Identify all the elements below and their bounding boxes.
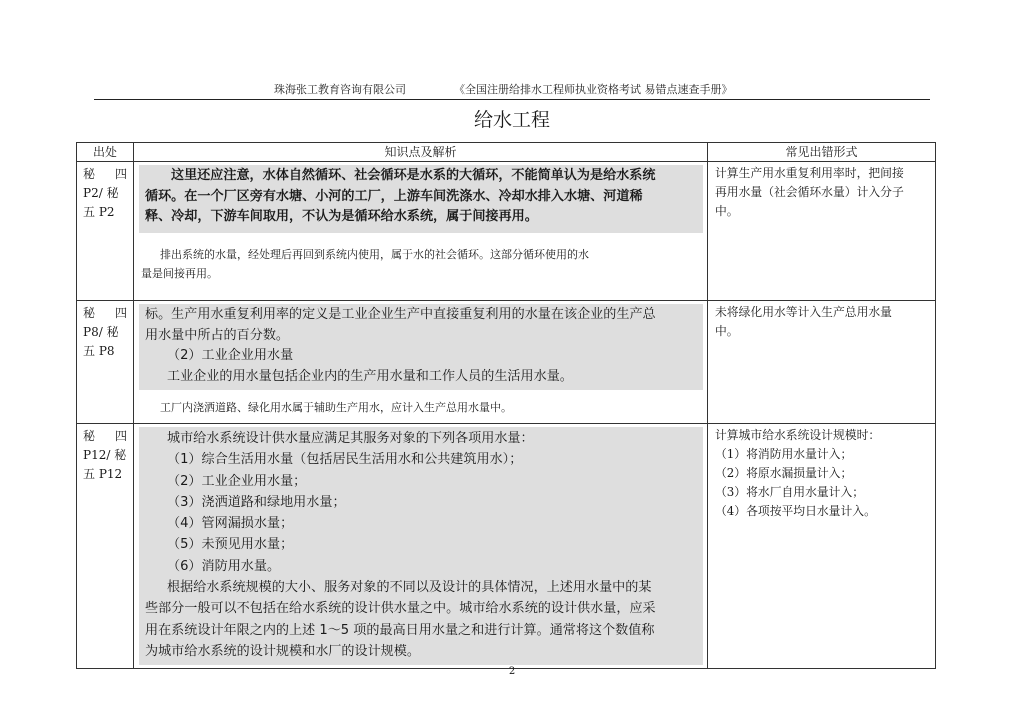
error-line: （1）将消防用水量计入； xyxy=(715,447,853,461)
excerpt-line: （5）未预见用水量； xyxy=(167,537,294,553)
source-text: 四 xyxy=(114,167,127,181)
excerpt-line: 释、冷却，下游车间取用，不认为是循环给水系统，属于间接再用。 xyxy=(145,209,538,224)
source-text: 秘 xyxy=(83,429,96,443)
column-header-errors: 常见出错形式 xyxy=(708,143,936,162)
table-row xyxy=(77,301,936,424)
knowledge-cell xyxy=(134,301,708,424)
excerpt-line: （1）综合生活用水量（包括居民生活用水和公共建筑用水）； xyxy=(167,452,523,468)
page-title: 给水工程 xyxy=(473,109,550,131)
company-name: 珠海张工教育咨询有限公司 xyxy=(274,83,406,96)
excerpt-line: 些部分一般可以不包括在给水系统的设计供水量之中。城市给水系统的设计供水量，应采 xyxy=(145,601,656,617)
excerpt-line: 标。生产用水重复利用率的定义是工业企业生产中直接重复利用的水量在该企业的生产总 xyxy=(145,307,656,322)
column-header-knowledge: 知识点及解析 xyxy=(134,143,708,162)
excerpt-line: （3）浇洒道路和绿地用水量； xyxy=(167,494,346,510)
source-cell xyxy=(77,162,134,301)
error-cell xyxy=(708,301,936,424)
excerpt-line: 工业企业的用水量包括企业内的生产用水量和工作人员的生活用水量。 xyxy=(167,368,573,384)
table-row xyxy=(77,162,936,301)
column-header-source: 出处 xyxy=(77,143,134,162)
textbook-excerpt xyxy=(139,427,703,665)
excerpt-line: 根据给水系统规模的大小、服务对象的不同以及设计的具体情况，上述用水量中的某 xyxy=(167,580,652,596)
excerpt-line: （2）工业企业用水量； xyxy=(167,473,307,489)
note-line: 排出系统的水量，经处理后再回到系统内使用，属于水的社会循环。这部分循环使用的水 xyxy=(160,247,589,261)
error-line: 中。 xyxy=(715,204,739,218)
error-line: （4）各项按平均日水量计入。 xyxy=(715,504,876,518)
source-text: 四 xyxy=(114,306,127,320)
excerpt-line: （6）消防用水量。 xyxy=(167,558,281,574)
analysis-note xyxy=(139,398,703,417)
note-line: 工厂内浇洒道路、绿化用水属于辅助生产用水，应计入生产总用水量中。 xyxy=(160,401,512,414)
source-text: 五 P12 xyxy=(83,467,123,481)
source-text: 秘 xyxy=(83,306,96,320)
error-line: （3）将水厂自用水量计入； xyxy=(715,485,865,499)
analysis-note xyxy=(139,245,703,283)
page-header xyxy=(94,80,930,100)
error-line: 中。 xyxy=(715,324,739,338)
error-line: 计算城市给水系统设计规模时： xyxy=(715,428,881,442)
excerpt-line: 这里还应注意，水体自然循环、社会循环是水系的大循环，不能简单认为是给水系统 xyxy=(171,168,656,183)
excerpt-line: 城市给水系统设计供水量应满足其服务对象的下列各项用水量： xyxy=(167,431,534,446)
excerpt-line: 用水量中所占的百分数。 xyxy=(145,327,290,343)
error-cell xyxy=(708,162,936,301)
source-text: 五 P8 xyxy=(83,344,115,358)
source-cell xyxy=(77,301,134,424)
excerpt-line: （2）工业企业用水量 xyxy=(167,348,294,363)
excerpt-line: 循环。在一个厂区旁有水塘、小河的工厂，上游车间洗涤水、冷却水排入水塘、河道稀 xyxy=(145,188,643,204)
table-row xyxy=(77,424,936,669)
error-cell xyxy=(708,424,936,669)
source-text: P2/ 秘 xyxy=(83,186,119,200)
source-text: 秘 xyxy=(83,167,96,181)
knowledge-cell xyxy=(134,162,708,301)
knowledge-cell xyxy=(134,424,708,669)
excerpt-line: （4）管网漏损水量； xyxy=(167,516,294,532)
error-line: 再用水量（社会循环水量）计入分子 xyxy=(715,185,904,199)
error-line: 未将绿化用水等计入生产总用水量 xyxy=(715,305,892,319)
source-text: P12/ 秘 xyxy=(83,448,127,462)
page-number: 2 xyxy=(508,666,516,677)
excerpt-line: 为城市给水系统的设计规模和水厂的设计规模。 xyxy=(145,643,420,659)
excerpt-line: 用在系统设计年限之内的上述 1～5 项的最高日用水量之和进行计算。通常将这个数值称 xyxy=(145,622,655,638)
error-line: （2）将原水漏损量计入； xyxy=(715,466,853,480)
table-header-row xyxy=(77,143,936,162)
book-title: 《全国注册给排水工程师执业资格考试 易错点速查手册》 xyxy=(454,83,733,96)
error-line: 计算生产用水重复利用率时，把间接 xyxy=(715,166,904,180)
textbook-excerpt xyxy=(139,304,703,390)
source-cell xyxy=(77,424,134,669)
source-text: 四 xyxy=(114,429,127,443)
source-text: 五 P2 xyxy=(83,205,115,219)
knowledge-table xyxy=(76,142,936,669)
source-text: P8/ 秘 xyxy=(83,325,119,339)
note-line: 量是间接再用。 xyxy=(141,266,218,280)
textbook-excerpt xyxy=(139,165,703,233)
